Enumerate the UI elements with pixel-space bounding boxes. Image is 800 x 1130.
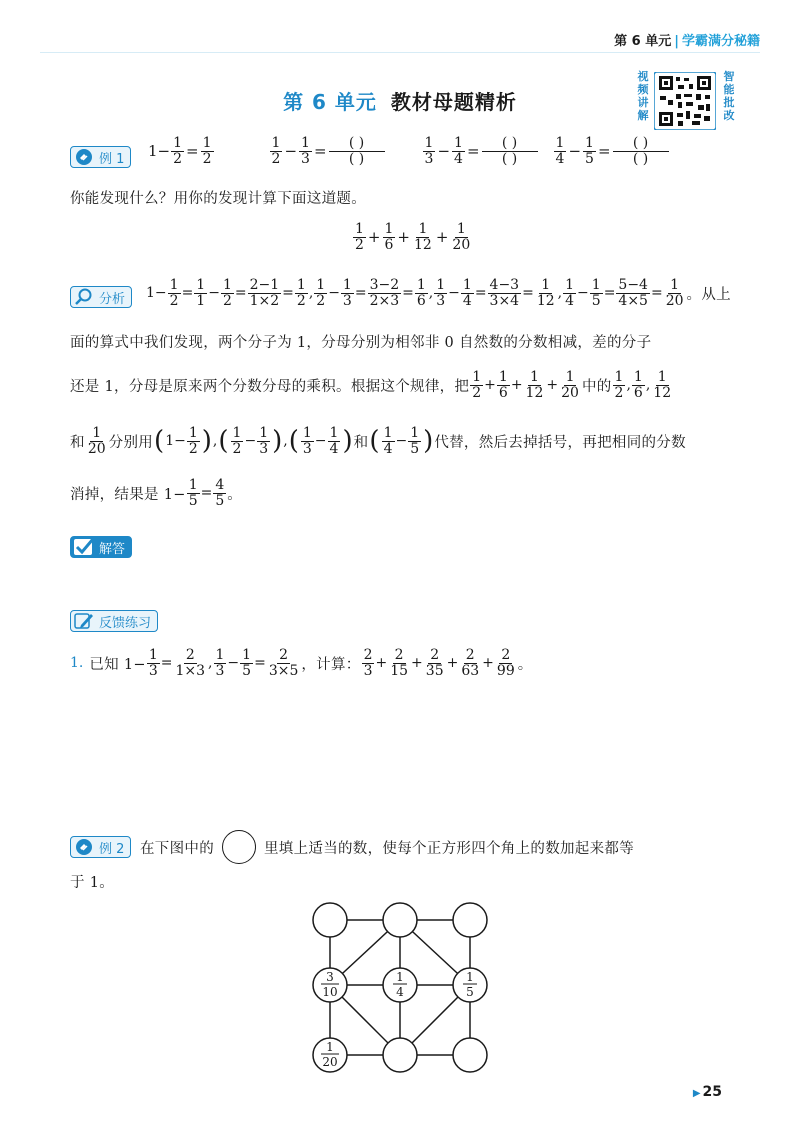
eq2-blank-den[interactable]: ( ) bbox=[348, 150, 365, 167]
a1-f5: $\frac{1}{2}$ bbox=[296, 277, 306, 309]
circle-symbol bbox=[222, 830, 256, 864]
practice-lead: 已知 1− bbox=[89, 656, 146, 673]
example1-tag bbox=[70, 146, 131, 168]
a1-f2: $\frac{1}{1}$ bbox=[196, 277, 206, 309]
link-icon bbox=[73, 838, 95, 856]
a1-f8: $\frac{3-2}{2\times 3}$ bbox=[369, 277, 400, 309]
sum-1-den: 2 bbox=[355, 236, 364, 253]
example1-question: 你能发现什么？用你的发现计算下面这道题。 bbox=[70, 191, 366, 207]
example2-text-c: 于 1。 bbox=[70, 875, 115, 891]
answer-label: 解答 bbox=[99, 541, 126, 557]
eq2-blank-num[interactable]: ( ) bbox=[329, 136, 385, 152]
analysis-line-3: 还是 1，分母是原来两个分数分母的乘积。根据这个规律，把 $\frac{1}{2}$ + $\frac{1}{6}$ + $\frac{1}{12}$ + $\frac{1}{20}$ 中的 $\frac{1}{2}$ , $\frac{1}{6}$ , $\frac{1}{12}$ bbox=[70, 369, 672, 401]
grid-circle-bottom-mid[interactable] bbox=[383, 1038, 417, 1072]
sum-term-3 bbox=[412, 222, 434, 252]
practice-number: 1. bbox=[70, 655, 84, 672]
grid-val-bl-num: 1 bbox=[326, 1040, 334, 1054]
header-brand: 学霸满分秘籍 bbox=[681, 34, 760, 49]
a1-f17: $\frac{1}{20}$ bbox=[665, 277, 684, 309]
grid-val-c-num: 1 bbox=[396, 970, 404, 984]
analysis-l3-b: 中的 bbox=[581, 378, 612, 395]
eq4-b-num: 1 bbox=[585, 135, 594, 151]
pencil-icon bbox=[73, 612, 95, 630]
page-number-value: 25 bbox=[702, 1084, 722, 1100]
check-icon bbox=[73, 538, 95, 556]
eq2-frac-b bbox=[299, 136, 312, 166]
grid-val-c-den: 4 bbox=[396, 985, 404, 999]
header-divider bbox=[40, 52, 760, 53]
a1-f15: $\frac{1}{5}$ bbox=[591, 277, 601, 309]
sum-2-num: 1 bbox=[384, 221, 394, 237]
sum-term-4 bbox=[450, 222, 472, 252]
sum-term-2 bbox=[383, 222, 396, 252]
analysis-l4-a: 和 bbox=[70, 434, 85, 451]
running-header bbox=[614, 30, 760, 49]
grid-val-ml-den: 10 bbox=[322, 985, 338, 999]
grid-circle-top-left[interactable] bbox=[313, 903, 347, 937]
eq2-a-num: 1 bbox=[271, 135, 281, 151]
triangle-icon: ▶ bbox=[692, 1088, 701, 1099]
eq1-result bbox=[201, 136, 214, 166]
a1-f4: $\frac{2-1}{1\times 2}$ bbox=[249, 277, 280, 309]
page-number bbox=[693, 1084, 722, 1100]
example2-text bbox=[140, 830, 634, 864]
a1-f11: $\frac{1}{4}$ bbox=[462, 277, 472, 309]
example2-label: 例 2 bbox=[99, 841, 125, 857]
analysis-l3-a: 还是 1，分母是原来两个分数分母的乘积。根据这个规律，把 bbox=[70, 378, 470, 395]
a1-f14: $\frac{1}{4}$ bbox=[565, 277, 575, 309]
grid-circle-top-right[interactable] bbox=[453, 903, 487, 937]
grid-circle-bottom-right[interactable] bbox=[453, 1038, 487, 1072]
qr-code-icon[interactable] bbox=[654, 72, 716, 130]
grid-val-mr-num: 1 bbox=[466, 970, 474, 984]
a1-f1: $\frac{1}{2}$ bbox=[169, 277, 179, 309]
sum-term-1 bbox=[353, 222, 366, 252]
a1-f6: $\frac{1}{2}$ bbox=[316, 277, 326, 309]
eq1-lead: 1− bbox=[148, 142, 171, 161]
eq3-a-den: 3 bbox=[424, 150, 434, 167]
qr-right-label: 智能批改 bbox=[723, 70, 735, 122]
eq2-blank[interactable] bbox=[329, 136, 385, 166]
analysis-l4-b: 分别用 bbox=[108, 434, 154, 451]
a1-f9: $\frac{1}{6}$ bbox=[416, 277, 426, 309]
analysis-l1-tail: 。从上 bbox=[686, 286, 731, 303]
magnifier-icon bbox=[73, 288, 95, 306]
grid-circle-top-mid[interactable] bbox=[383, 903, 417, 937]
eq2-a-den: 2 bbox=[271, 150, 281, 167]
eq3-blank[interactable] bbox=[482, 136, 538, 166]
analysis-l5-a: 消掉，结果是 1− bbox=[70, 486, 186, 503]
eq4-a-den: 4 bbox=[555, 150, 565, 167]
sum-expression: $\frac{1}{2}$ + $\frac{1}{6}$ + $\frac{1}{12}$ + $\frac{1}{20}$ bbox=[355, 221, 471, 253]
sum-4-num: 1 bbox=[456, 221, 466, 237]
analysis-line-5: 消掉，结果是 1− $\frac{1}{5}$ = $\frac{4}{5}$ 。 bbox=[70, 477, 243, 509]
a1-f12: $\frac{4-3}{3\times 4}$ bbox=[489, 277, 520, 309]
analysis-line-2: 面的算式中我们发现，两个分子为 1，分母分别为相邻非 0 自然数的分数相减，差的分子 bbox=[70, 335, 652, 351]
sum-3-num: 1 bbox=[418, 221, 428, 237]
example2-text-b: 里填上适当的数，使每个正方形四个角上的数加起来都等 bbox=[264, 840, 634, 857]
eq4-frac-a bbox=[554, 136, 567, 166]
answer-tag bbox=[70, 536, 132, 558]
sum-4-den: 20 bbox=[452, 236, 471, 253]
a1-f13: $\frac{1}{12}$ bbox=[536, 277, 555, 309]
header-separator: | bbox=[674, 34, 679, 49]
grid-val-bl-den: 20 bbox=[322, 1055, 338, 1069]
a1-f16: $\frac{5-4}{4\times 5}$ bbox=[618, 277, 648, 309]
eq3-b-den: 4 bbox=[454, 150, 463, 167]
a1-f10: $\frac{1}{3}$ bbox=[436, 277, 446, 309]
example2-text-a: 在下图中的 bbox=[140, 840, 214, 857]
eq1-num: 1 bbox=[173, 135, 183, 151]
eq3-blank-num[interactable]: ( ) bbox=[482, 136, 538, 152]
example1-equations: 1− $\frac{1}{2}$ = $\frac{1}{2}$ $\frac{1}{2}$ − $\frac{1}{3}$ = $\frac{( )}{( )}$ $\frac{1}{3}$ − $\frac{1}{4}$ = $\frac{( )}{( )}$ $\frac{1}{4}$ − $\frac{1}{5}$ = $\frac{( )}{( )}$ bbox=[148, 136, 670, 166]
header-unit: 第 6 单元 bbox=[614, 34, 672, 49]
title-sub: 教材母题精析 bbox=[390, 90, 517, 114]
sum-2-den: 6 bbox=[384, 236, 394, 253]
eq2-frac-a bbox=[270, 136, 283, 166]
eq3-b-num: 1 bbox=[454, 135, 463, 151]
eq1-result-den: 2 bbox=[202, 150, 212, 167]
grid-val-ml-num: 3 bbox=[326, 970, 334, 984]
eq4-blank[interactable] bbox=[613, 136, 669, 166]
analysis-tag bbox=[70, 286, 132, 308]
practice-mid: ，计算： bbox=[301, 656, 361, 673]
analysis-l4-c: 和 bbox=[353, 434, 369, 451]
eq1-frac bbox=[171, 136, 184, 166]
eq3-frac-b bbox=[452, 136, 465, 166]
eq3-blank-den[interactable]: ( ) bbox=[501, 150, 518, 167]
a1-f7: $\frac{1}{3}$ bbox=[342, 277, 352, 309]
link-icon bbox=[73, 148, 95, 166]
eq3-frac-a bbox=[423, 136, 436, 166]
eq4-frac-b bbox=[583, 136, 596, 166]
eq1-den: 2 bbox=[173, 150, 183, 167]
sum-3-den: 12 bbox=[414, 236, 432, 253]
sum-1-num: 1 bbox=[355, 221, 364, 237]
eq1-equals: = bbox=[186, 142, 199, 161]
practice-end: 。 bbox=[517, 656, 533, 673]
example1-label: 例 1 bbox=[99, 151, 125, 167]
eq2-b-den: 3 bbox=[301, 150, 310, 167]
eq4-b-den: 5 bbox=[585, 150, 594, 167]
practice-tag bbox=[70, 610, 158, 632]
example2-tag bbox=[70, 836, 131, 858]
square-grid-diagram bbox=[300, 895, 510, 1090]
grid-val-mr-den: 5 bbox=[466, 985, 474, 999]
eq4-a-num: 1 bbox=[555, 135, 565, 151]
eq4-blank-num[interactable]: ( ) bbox=[613, 136, 669, 152]
title-unit: 第 6 单元 bbox=[283, 90, 377, 114]
eq1-result-num: 1 bbox=[202, 135, 212, 151]
practice-question-1: 1. 已知 1− $\frac{1}{3}$ = $\frac{2}{1\times 3}$ , $\frac{1}{3}$ − $\frac{1}{5}$ = $\frac{2}{3\times 5}$ ，计算： $\frac{2}{3}$ + $\frac{2}{15}$ + $\frac{2}{35}$ + $\frac{2}{63}$ + $\frac{2}{99}$ 。 bbox=[70, 647, 533, 679]
analysis-l4-d: 代替，然后去掉括号，再把相同的分数 bbox=[434, 434, 686, 451]
analysis-line-1: 1− $\frac{1}{2}$ = $\frac{1}{1}$ − $\frac{1}{2}$ = $\frac{2-1}{1\times 2}$ = $\frac{1}{2}$ , $\frac{1}{2}$ − $\frac{1}{3}$ = $\frac{3-2}{2\times 3}$ = $\frac{1}{6}$ , $\frac{1}{3}$ − $\frac{1}{4}$ = $\frac{4-3}{3\times 4}$ = $\frac{1}{12}$ , $\frac{1}{4}$ − $\frac{1}{5}$ = $\frac{5-4}{4\times 5}$ = $\frac{1}{20}$ 。从上 bbox=[146, 277, 731, 309]
analysis-line-4: 和 $\frac{1}{20}$ 分别用 ( 1− $\frac{1}{2}$ ) , ( $\frac{1}{2}$ − $\frac{1}{3}$ ) , ( $\frac{1}{3}$ − $\frac{1}{4}$ ) 和 ( $\frac{1}{4}$ − $\frac{1}{5}$ ) 代替，然后去掉括号，再把相同的分数 bbox=[70, 425, 686, 457]
practice-label: 反馈练习 bbox=[99, 615, 152, 631]
eq3-a-num: 1 bbox=[424, 135, 434, 151]
analysis-label: 分析 bbox=[99, 291, 126, 307]
eq2-b-num: 1 bbox=[301, 135, 310, 151]
eq4-blank-den[interactable]: ( ) bbox=[632, 150, 649, 167]
qr-left-label: 视频讲解 bbox=[637, 70, 649, 122]
analysis-l5-b: 。 bbox=[227, 486, 243, 503]
qr-panel[interactable] bbox=[636, 70, 736, 132]
a1-f3: $\frac{1}{2}$ bbox=[222, 277, 232, 309]
